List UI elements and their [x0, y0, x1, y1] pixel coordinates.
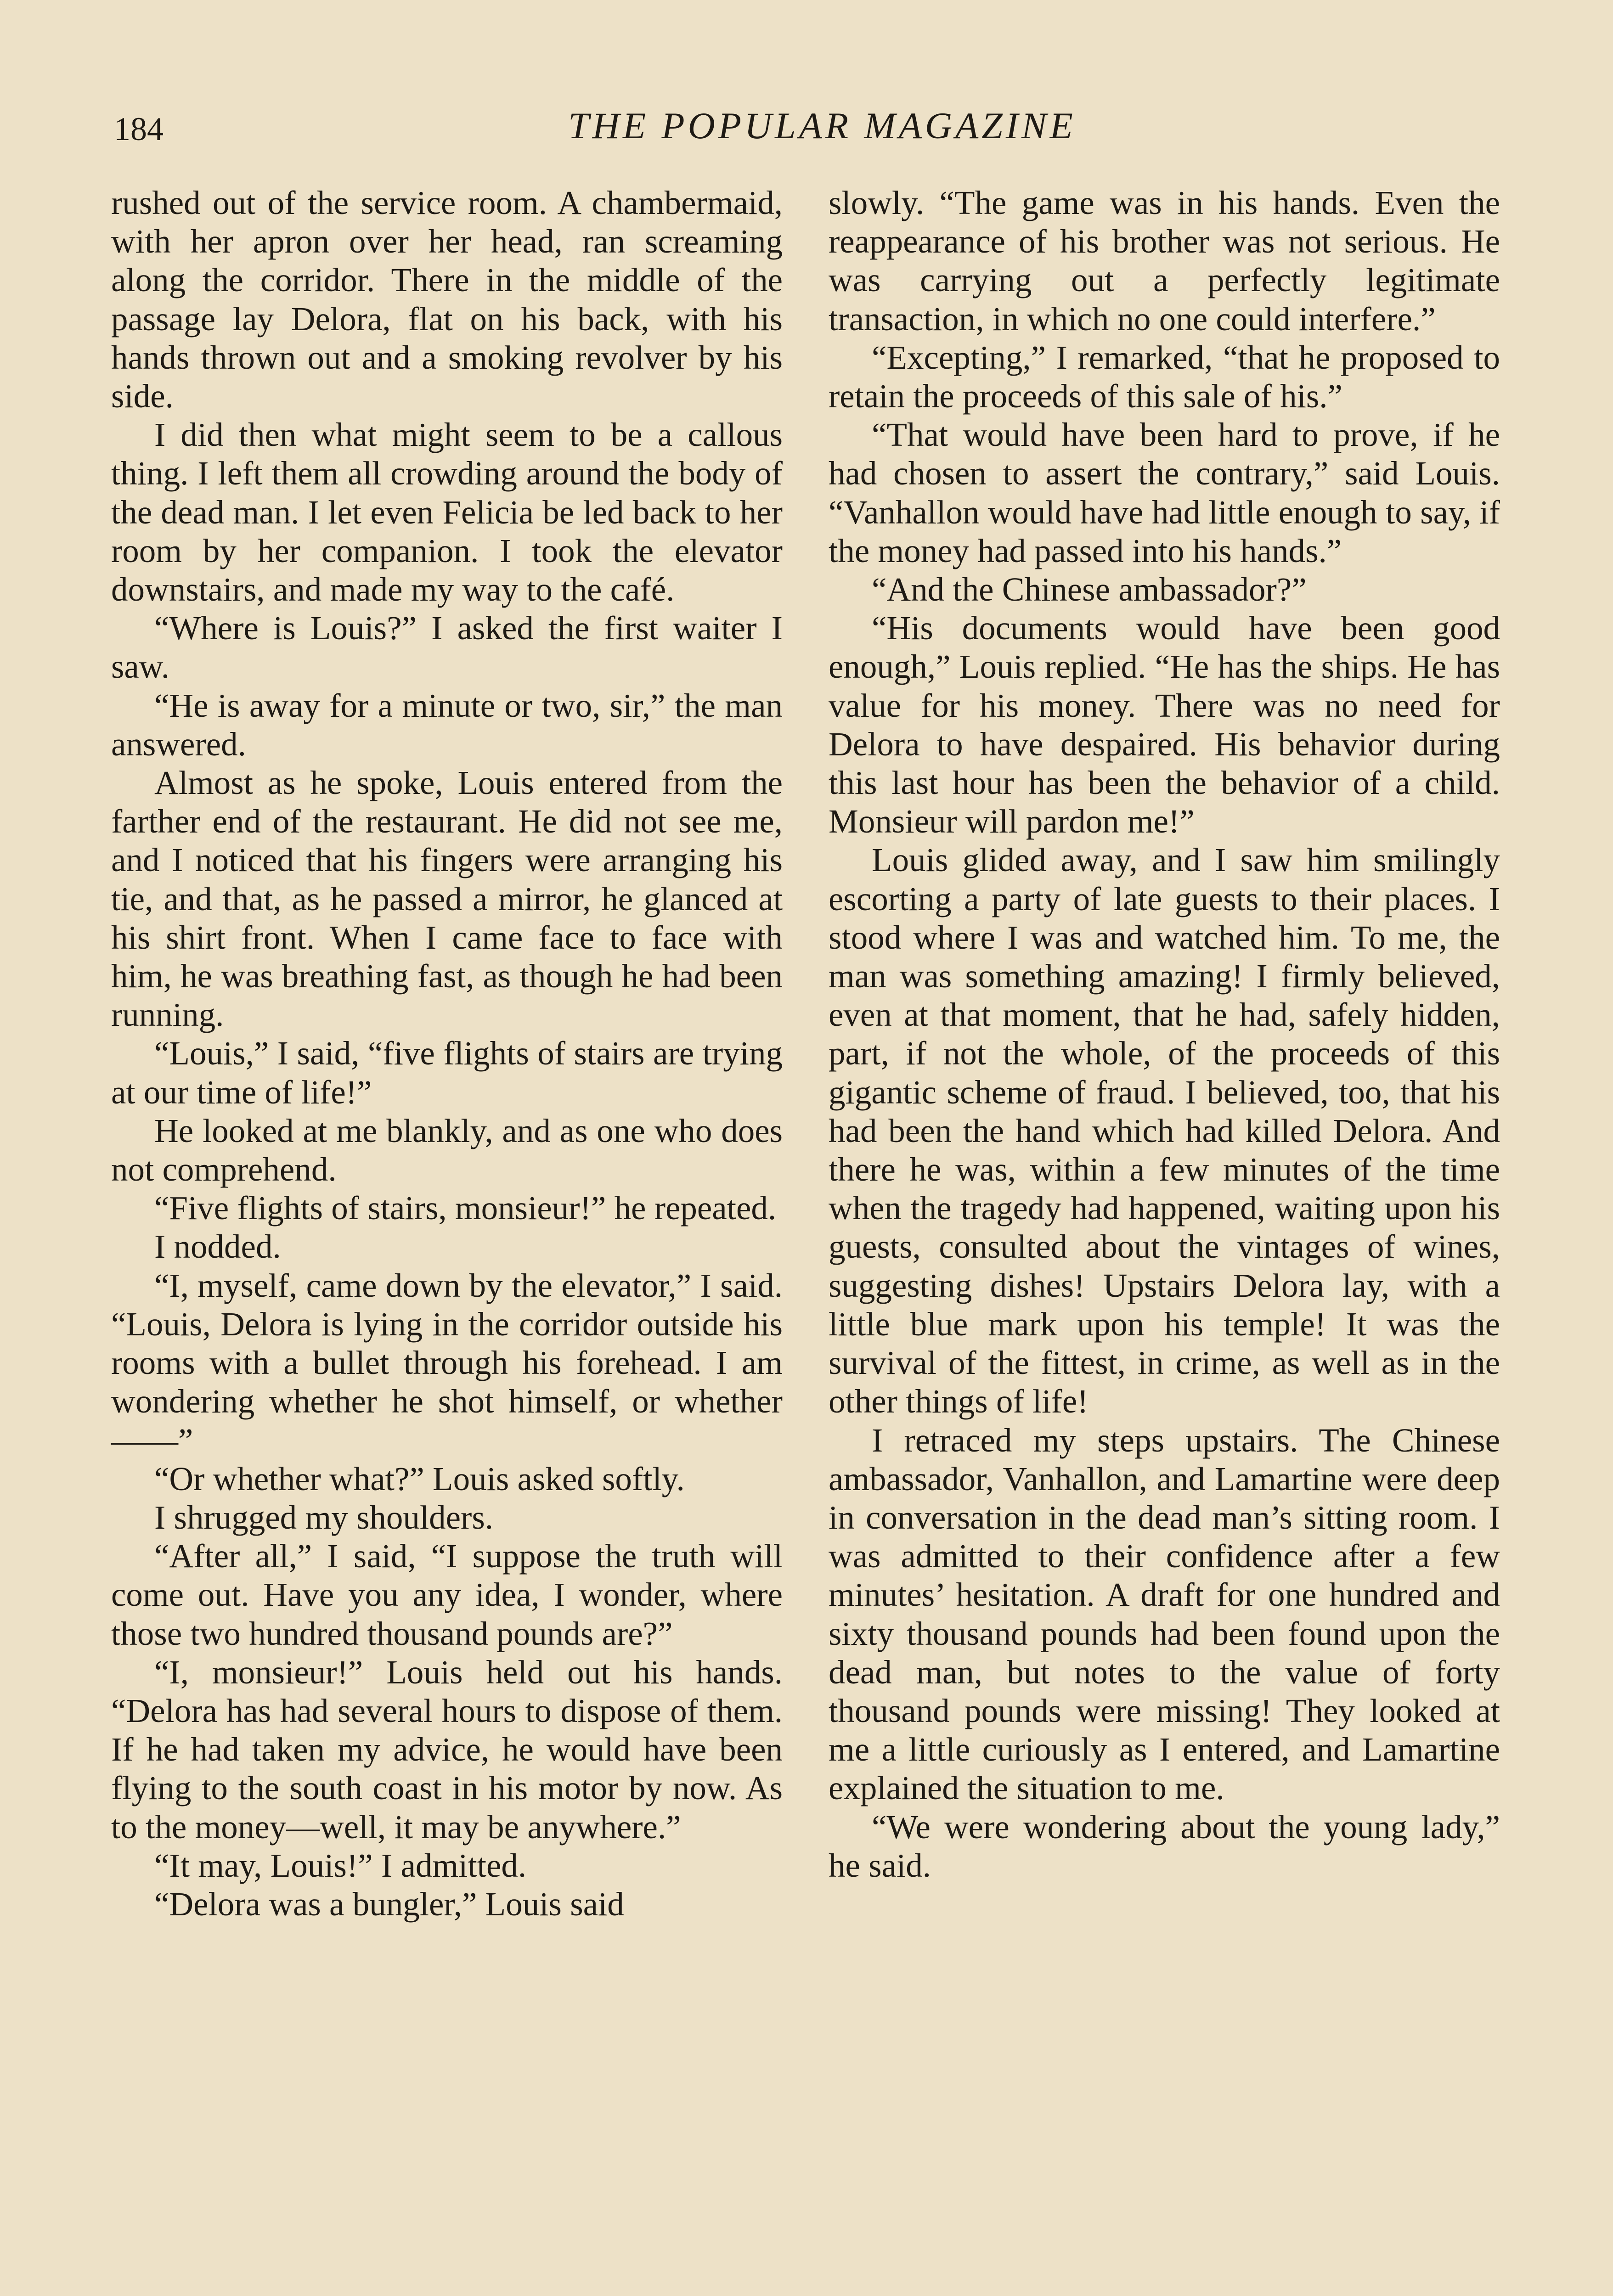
paragraph: “Excepting,” I remarked, “that he proposed to retain the proceeds of this sale of his.” [829, 338, 1500, 415]
paragraph: rushed out of the service room. A chambermaid, with her apron over her head, ran screaming along the corridor. There in the middle of the passage lay Delora, flat on his back, with his hands thrown out and a smoking revolver by his side. [111, 184, 783, 415]
paragraph: “After all,” I said, “I suppose the truth will come out. Have you any idea, I wonder, where those two hundred thousand pounds are?” [111, 1537, 783, 1652]
paragraph: I retraced my steps upstairs. The Chinese ambassador, Vanhallon, and Lamartine were deep in conversation in the dead man’s sitting room. I was admitted to their confidence after a few minutes’ hesitation. A draft for one hundred and sixty thousand pounds had been found upon the dead man, but notes to the value of forty thousand pounds were missing! They looked at me a little curiously as I entered, and Lamartine explained the situation to me. [829, 1421, 1500, 1807]
paragraph: He looked at me blankly, and as one who does not comprehend. [111, 1112, 783, 1188]
paragraph: I did then what might seem to be a callous thing. I left them all crowding around the body of the dead man. I let even Felicia be led back to her room by her companion. I took the elevator downstairs, and made my way to the café. [111, 416, 783, 608]
paragraph: “It may, Louis!” I admitted. [154, 1846, 527, 1884]
paragraph: I nodded. [154, 1228, 281, 1266]
paragraph: “Where is Louis?” I asked the first waiter I saw. [111, 609, 783, 686]
right-column [829, 184, 1500, 1885]
paragraph: “I, myself, came down by the elevator,” I said. “Louis, Delora is lying in the corridor outside his rooms with a bullet through his forehead. I am wondering whether he shot himself, or whether——” [111, 1266, 783, 1459]
left-column [111, 184, 783, 1924]
paragraph: “Delora was a bungler,” Louis said [154, 1885, 624, 1923]
paragraph: slowly. “The game was in his hands. Even the reappearance of his brother was not serious. He was carrying out a perfectly legitimate transaction, in which no one could interfere.” [829, 184, 1500, 338]
paragraph: “Or whether what?” Louis asked softly. [154, 1460, 685, 1497]
paragraph: “And the Chinese ambassador?” [872, 571, 1307, 608]
paragraph: “He is away for a minute or two, sir,” the man answered. [111, 687, 783, 763]
paragraph: “Five flights of stairs, monsieur!” he repeated. [154, 1189, 777, 1227]
paragraph: Louis glided away, and I saw him smilingly escorting a party of late guests to their places. I stood where I was and watched him. To me, the man was something amazing! I firmly believed, even at that moment, that he had, safely hidden, part, if not the whole, of the proceeds of this gigantic scheme of fraud. I believed, too, that his had been the hand which had killed Delora. And there he was, within a few minutes of the time when the tragedy had happened, waiting upon his guests, consulted about the vintages of wines, suggesting dishes! Upstairs Delora lay, with a little blue mark upon his temple! It was the survival of the fittest, in crime, as well as in the other things of life! [829, 841, 1500, 1420]
paragraph: “That would have been hard to prove, if he had chosen to assert the contrary,” said Louis. “Vanhallon would have had little enough to say, if the money had passed into his hands.” [829, 416, 1500, 569]
running-head: THE POPULAR MAGAZINE [568, 105, 1076, 146]
paragraph: I shrugged my shoulders. [154, 1498, 494, 1536]
page-number: 184 [114, 111, 164, 147]
paragraph: “We were wondering about the young lady,” he said. [829, 1808, 1500, 1884]
paragraph: “Louis,” I said, “five flights of stairs are trying at our time of life!” [111, 1035, 783, 1111]
paragraph: Almost as he spoke, Louis entered from the farther end of the restaurant. He did not see me, and I noticed that his fingers were arranging his tie, and that, as he passed a mirror, he glanced at his shirt front. When I came face to face with him, he was breathing fast, as though he had been running. [111, 764, 783, 1034]
paragraph: “I, monsieur!” Louis held out his hands. “Delora has had several hours to dispose of them. If he had taken my advice, he would have been flying to the south coast in his motor by now. As to the money—well, it may be anywhere.” [111, 1653, 783, 1846]
paragraph: “His documents would have been good enough,” Louis replied. “He has the ships. He has value for his money. There was no need for Delora to have despaired. His behavior during this last hour has been the behavior of a child. Monsieur will pardon me!” [829, 609, 1500, 840]
